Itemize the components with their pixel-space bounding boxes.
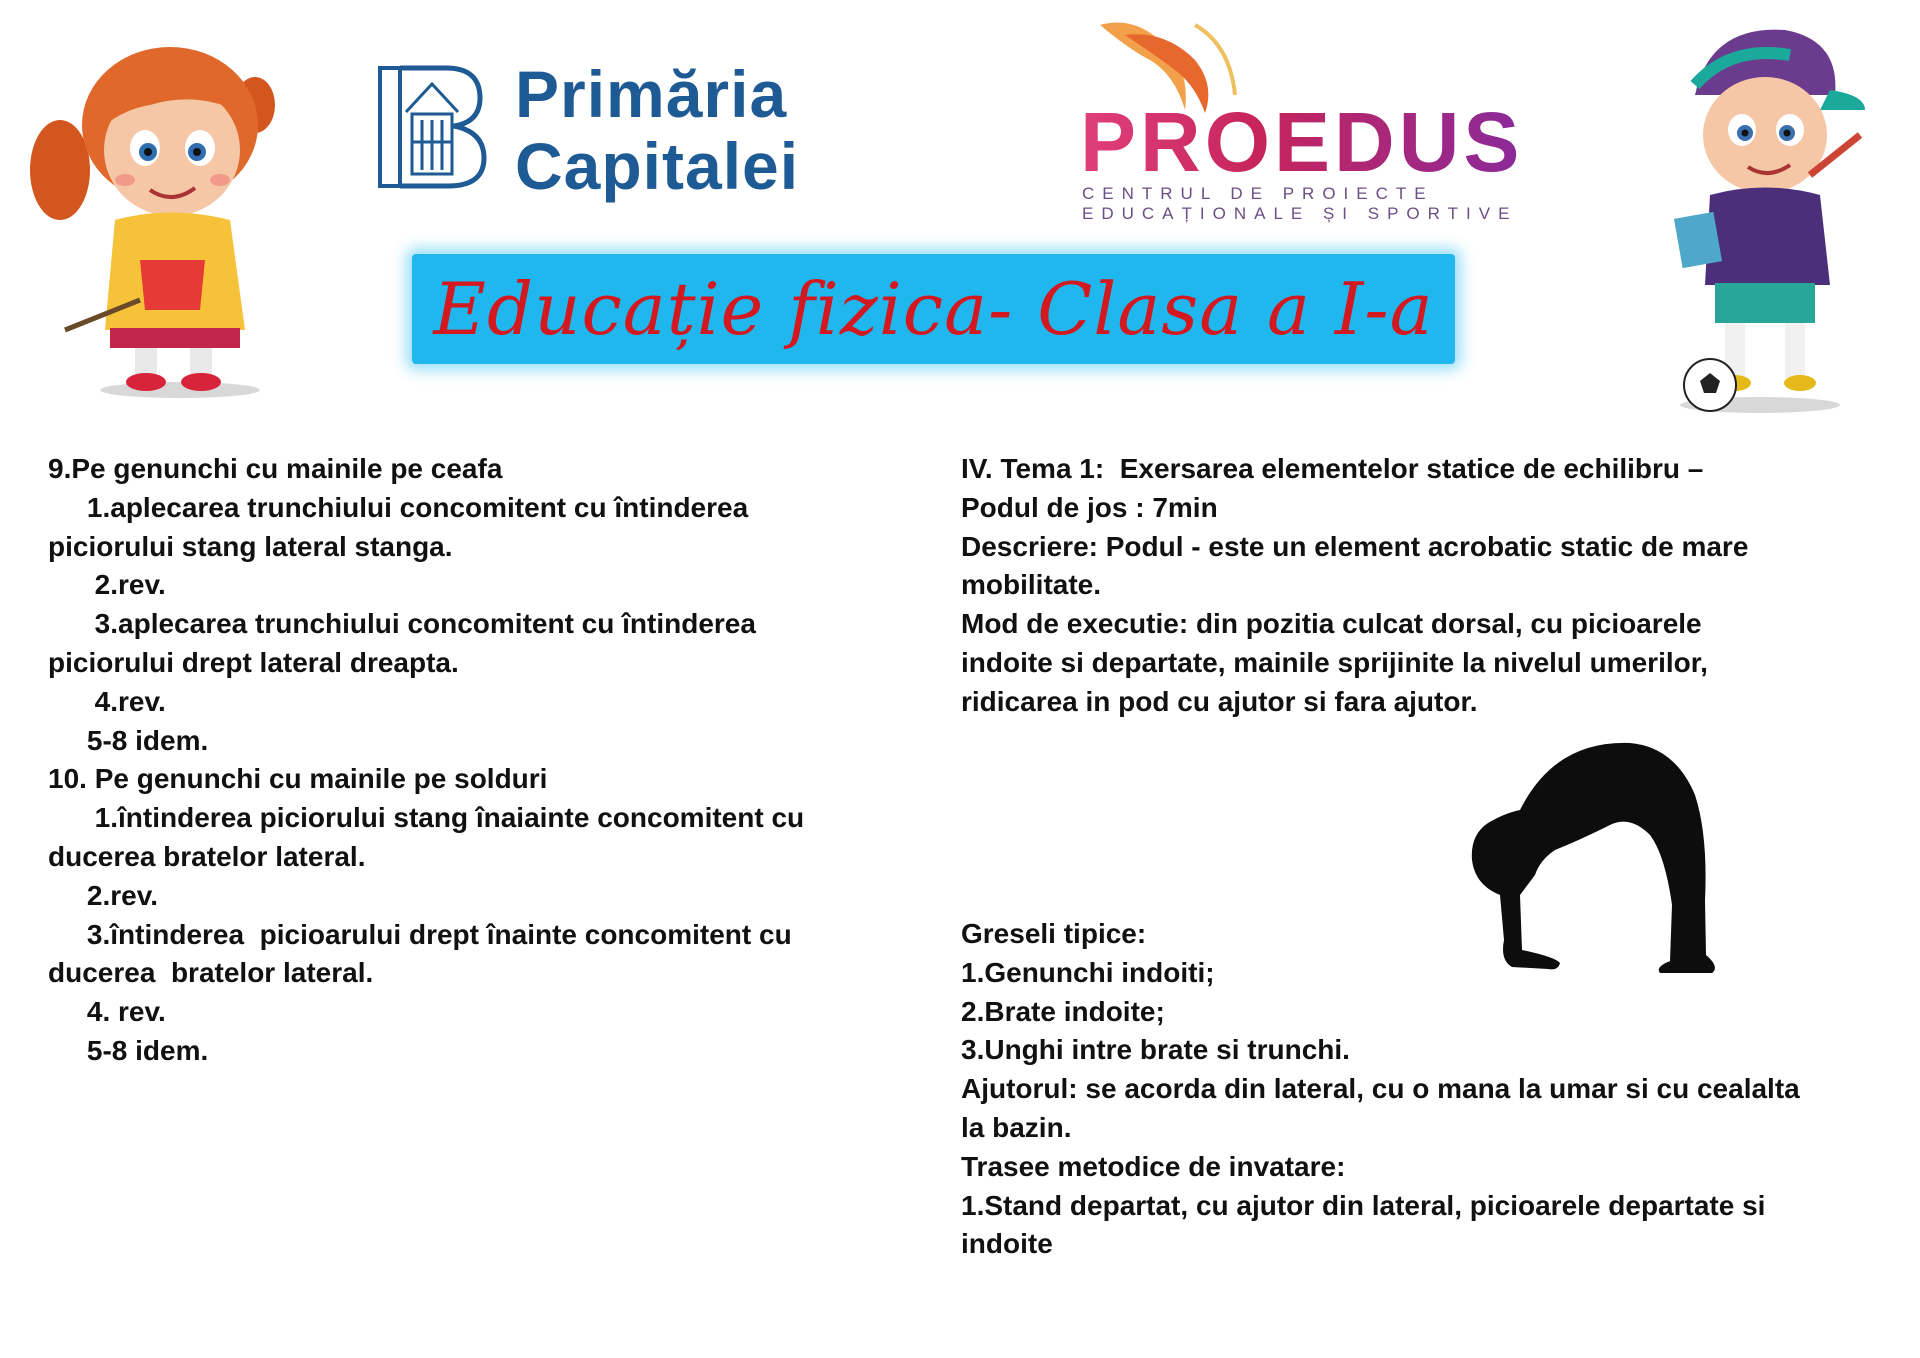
left-column-line: 3.întinderea picioarului drept înainte concomitent cu	[48, 918, 792, 950]
left-column-line: 2.rev.	[48, 879, 158, 911]
right-column-bottom-line: 1.Genunchi indoiti;	[961, 956, 1215, 988]
proedus-sub-line2: EDUCAȚIONALE ȘI SPORTIVE	[1082, 204, 1518, 223]
proedus-sub-line1: CENTRUL DE PROIECTE	[1082, 184, 1434, 203]
primaria-line2: Capitalei	[515, 129, 800, 203]
right-column-top-line: indoite si departate, mainile sprijinite la nivelul umerilor,	[961, 646, 1708, 678]
girl-cartoon-illustration	[30, 30, 275, 400]
right-column-bottom-text	[961, 915, 1881, 1264]
left-column-line: 1.aplecarea trunchiului concomitent cu întinderea	[48, 491, 749, 523]
left-column-line: piciorului stang lateral stanga.	[48, 530, 453, 562]
right-column-bottom-line: 3.Unghi intre brate si trunchi.	[961, 1034, 1350, 1066]
right-column-top-line: Descriere: Podul - este un element acrobatic static de mare	[961, 530, 1749, 562]
left-column-line: 3.aplecarea trunchiului concomitent cu întinderea	[48, 608, 756, 640]
left-column-text	[48, 450, 908, 1071]
right-column-top-line: ridicarea in pod cu ajutor si fara ajutor.	[961, 685, 1478, 717]
left-column-line: ducerea bratelor lateral.	[48, 957, 374, 989]
left-column-line: 4. rev.	[48, 996, 166, 1028]
right-column-bottom-line: indoite	[961, 1228, 1053, 1260]
right-column-bottom-line: 2.Brate indoite;	[961, 995, 1165, 1027]
right-column-top-text	[961, 450, 1881, 722]
page-title: Educație fizica- Clasa a I-a	[433, 267, 1434, 351]
left-column-line: 4.rev.	[48, 685, 166, 717]
left-column-line: 2.rev.	[48, 569, 166, 601]
left-column-line: ducerea bratelor lateral.	[48, 840, 366, 872]
left-column-line: piciorului drept lateral dreapta.	[48, 646, 459, 678]
boy-cartoon-illustration	[1650, 15, 1875, 415]
right-column-bottom-line: 1.Stand departat, cu ajutor din lateral, picioarele departate si	[961, 1189, 1766, 1221]
left-column-line: 5-8 idem.	[48, 1034, 209, 1066]
title-banner	[412, 254, 1455, 364]
primaria-capitalei-wordmark	[515, 58, 799, 202]
right-column-bottom-line: la bazin.	[961, 1111, 1072, 1143]
proedus-subtitle	[1082, 184, 1517, 224]
right-column-bottom-line: Ajutorul: se acorda din lateral, cu o mana la umar si cu cealalta	[961, 1073, 1800, 1105]
right-column-bottom-line: Trasee metodice de invatare:	[961, 1150, 1346, 1182]
proedus-wordmark: PROEDUS	[1080, 95, 1524, 189]
left-column-line: 10. Pe genunchi cu mainile pe solduri	[48, 763, 548, 795]
primaria-line1: Primăria	[515, 57, 788, 131]
bridge-pose-silhouette-icon	[1460, 735, 1720, 985]
left-column-line: 1.întinderea piciorului stang înaiainte concomitent cu	[48, 802, 805, 834]
left-column-line: 9.Pe genunchi cu mainile pe ceafa	[48, 453, 503, 484]
right-column-bottom-line: Greseli tipice:	[961, 918, 1147, 949]
primaria-capitalei-logo-icon	[376, 62, 488, 192]
right-column-top-line: Mod de executie: din pozitia culcat dorsal, cu picioarele	[961, 608, 1702, 640]
right-column-top-line: Podul de jos : 7min	[961, 491, 1218, 523]
left-column-line: 5-8 idem.	[48, 724, 209, 756]
right-column-top-line: mobilitate.	[961, 569, 1102, 601]
right-column-top-line: IV. Tema 1: Exersarea elementelor statice de echilibru –	[961, 453, 1704, 484]
